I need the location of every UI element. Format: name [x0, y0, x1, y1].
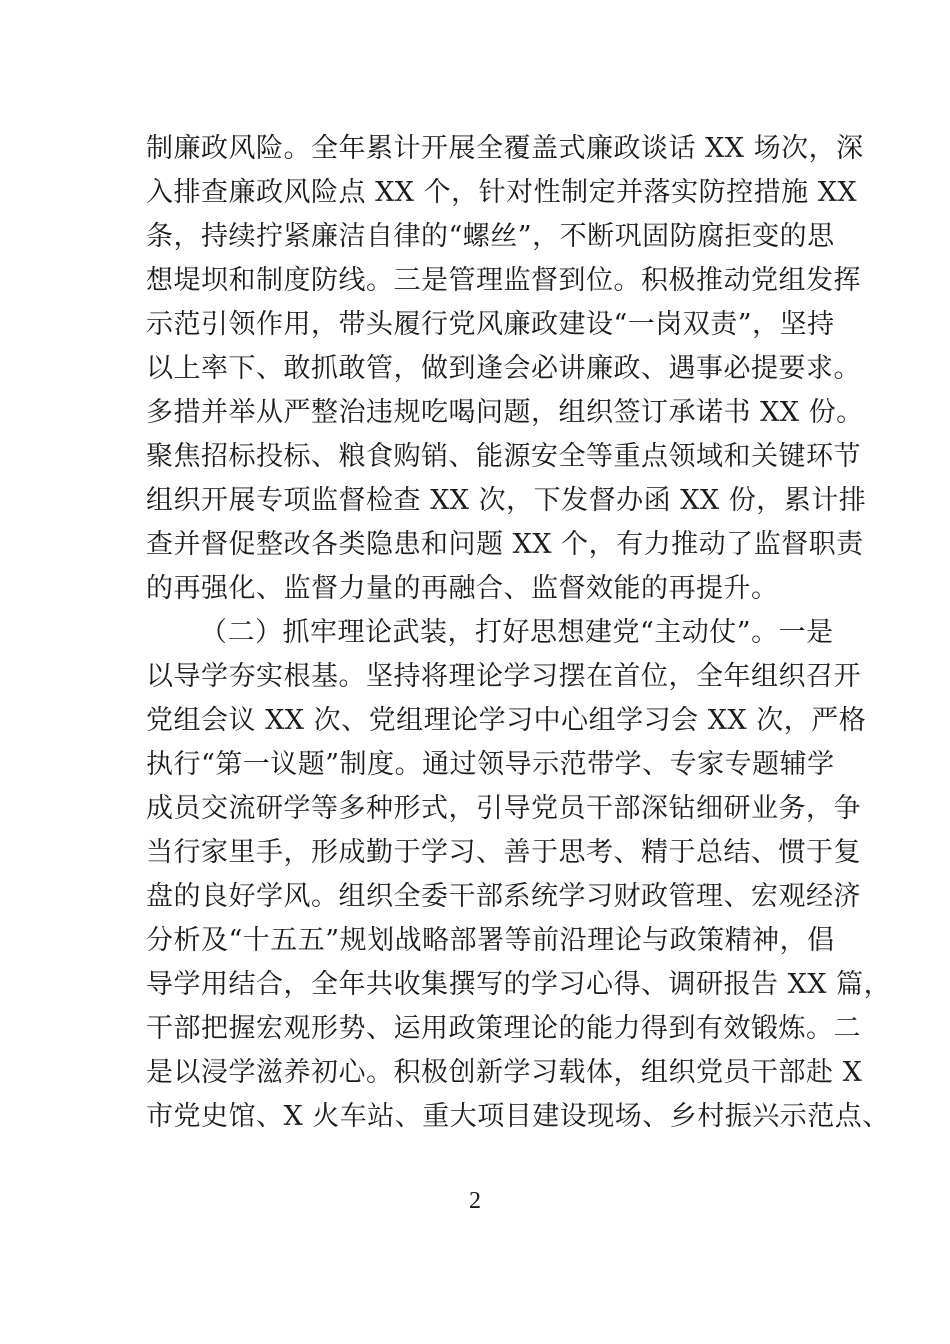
- text-line: 以导学夯实根基。坚持将理论学习摆在首位，全年组织召开: [146, 661, 861, 692]
- text-line: 入排查廉政风险点 XX 个，针对性制定并落实防控措施 XX: [146, 177, 858, 208]
- text-line: 是以浸学滋养初心。积极创新学习载体，组织党员干部赴 X: [146, 1057, 863, 1088]
- text-line: 当行家里手，形成勤于学习、善于思考、精于总结、惯于复: [146, 837, 861, 868]
- text-line: 制廉政风险。全年累计开展全覆盖式廉政谈话 XX 场次，深: [146, 133, 864, 164]
- text-line: 以上率下、敢抓敢管，做到逢会必讲廉政、遇事必提要求。: [146, 353, 861, 384]
- text-line: 示范引领作用，带头履行党风廉政建设“一岗双责”，坚持: [146, 309, 835, 340]
- text-line: 查并督促整改各类隐患和问题 XX 个，有力推动了监督职责: [146, 529, 864, 560]
- text-line: 执行“第一议题”制度。通过领导示范带学、专家专题辅学: [146, 749, 835, 780]
- text-line: 成员交流研学等多种形式，引导党员干部深钻细研业务，争: [146, 793, 861, 824]
- text-line: 想堤坝和制度防线。三是管理监督到位。积极推动党组发挥: [146, 265, 861, 296]
- text-line: 盘的良好学风。组织全委干部系统学习财政管理、宏观经济: [146, 881, 861, 912]
- text-line: 分析及“十五五”规划战略部署等前沿理论与政策精神，倡: [146, 925, 835, 956]
- text-line: 聚焦招标投标、粮食购销、能源安全等重点领域和关键环节: [146, 441, 861, 472]
- text-line: 市党史馆、X 火车站、重大项目建设现场、乡村振兴示范点、: [146, 1101, 890, 1132]
- text-line: 组织开展专项监督检查 XX 次，下发督办函 XX 份，累计排: [146, 485, 867, 516]
- section-heading-line: （二）抓牢理论武装，打好思想建党“主动仗”。一是: [200, 617, 834, 648]
- text-line: 多措并举从严整治违规吃喝问题，组织签订承诺书 XX 份。: [146, 397, 864, 428]
- page-number: 2: [469, 1188, 481, 1214]
- text-line: 的再强化、监督力量的再融合、监督效能的再提升。: [146, 573, 779, 604]
- text-line: 导学用结合，全年共收集撰写的学习心得、调研报告 XX 篇，: [146, 969, 892, 1000]
- text-line: 条，持续拧紧廉洁自律的“螺丝”，不断巩固防腐拒变的思: [146, 221, 835, 252]
- text-line: 干部把握宏观形势、运用政策理论的能力得到有效锻炼。二: [146, 1013, 861, 1044]
- text-line: 党组会议 XX 次、党组理论学习中心组学习会 XX 次，严格: [146, 705, 867, 736]
